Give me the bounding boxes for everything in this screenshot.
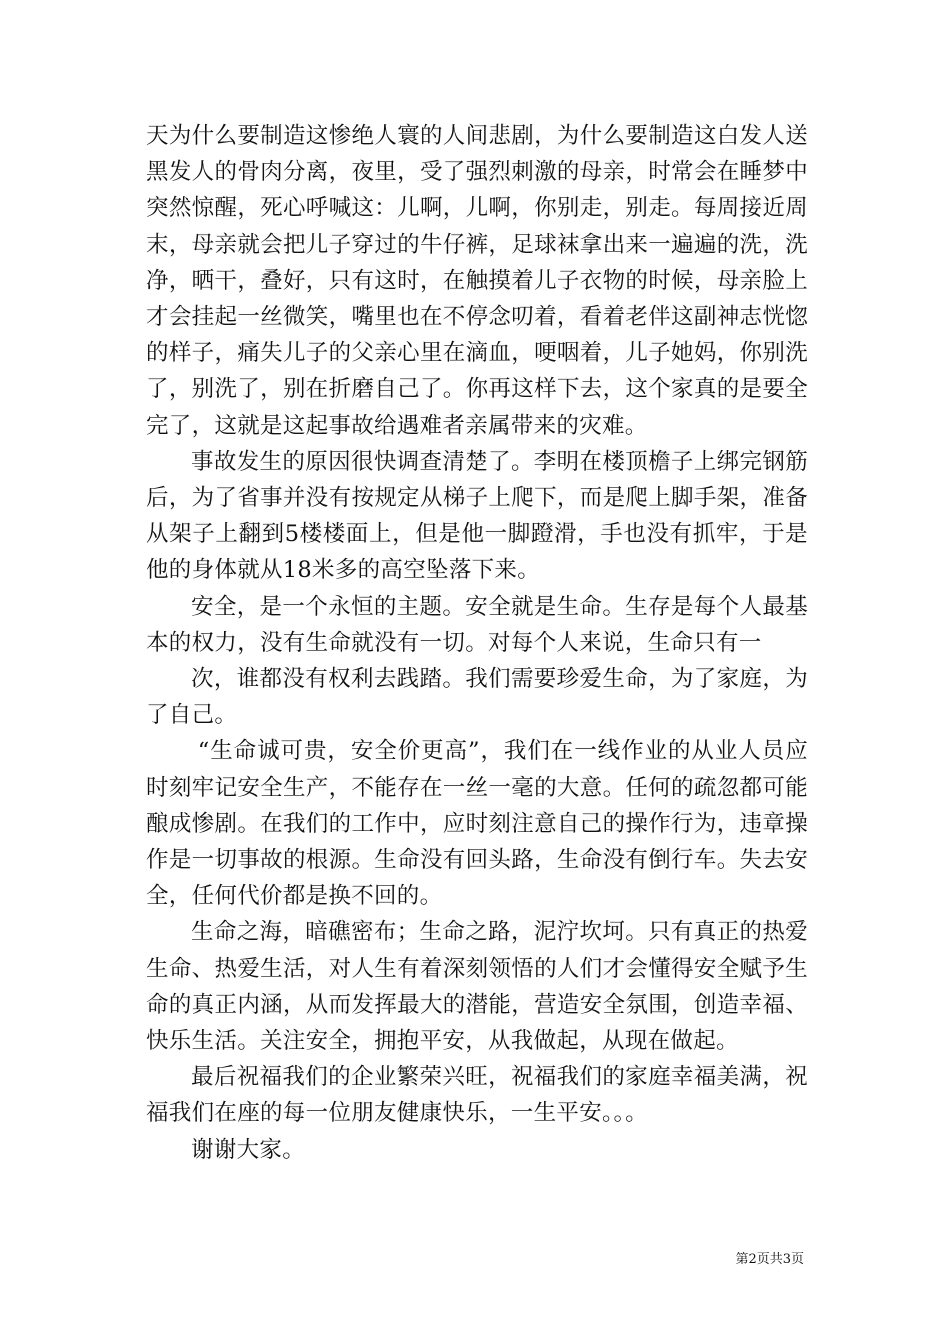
page-number-footer: 第2页共3页 bbox=[735, 1252, 804, 1267]
paragraph-1: 天为什么要制造这惨绝人寰的人间悲剧，为什么要制造这白发人送黑发人的骨肉分离，夜里，受了强烈刺激的母亲，时常会在睡梦中突然惊醒，死心呼喊这：儿啊，儿啊，你别走，别走。每周接近周末，母亲就会把儿子穿过的牛仔裤，足球袜拿出来一遍遍的洗，洗净，晒干，叠好，只有这时，在触摸着儿子衣物的时候，母亲脸上才会挂起一丝微笑，嘴里也在不停念叨着，看着老伴这副神志恍惚的样子，痛失儿子的父亲心里在滴血，哽咽着，儿子她妈，你别洗了，别洗了，别在折磨自己了。你再这样下去，这个家真的是要全完了，这就是这起事故给遇难者亲属带来的灾难。 bbox=[146, 123, 808, 439]
paragraph-5: “生命诚可贵，安全价更高”，我们在一线作业的从业人员应时刻牢记安全生产，不能存在一丝一毫的大意。任何的疏忽都可能酿成惨剧。在我们的工作中，应时刻注意自己的操作行为，违章操作是一切事故的根源。生命没有回头路，生命没有倒行车。失去安全，任何代价都是换不回的。 bbox=[146, 738, 808, 910]
paragraph-4: 次，谁都没有权利去践踏。我们需要珍爱生命，为了家庭，为了自己。 bbox=[146, 666, 808, 729]
document-body bbox=[146, 118, 808, 1168]
paragraph-7: 最后祝福我们的企业繁荣兴旺，祝福我们的家庭幸福美满，祝福我们在座的每一位朋友健康快乐，一生平安。。。 bbox=[146, 1064, 808, 1127]
paragraph-3: 安全，是一个永恒的主题。安全就是生命。生存是每个人最基本的权力，没有生命就没有一切。对每个人来说，生命只有一 bbox=[146, 593, 808, 656]
paragraph-6: 生命之海，暗礁密布；生命之路，泥泞坎坷。只有真正的热爱生命、热爱生活，对人生有着深刻领悟的人们才会懂得安全赋予生命的真正内涵，从而发挥最大的潜能，营造安全氛围，创造幸福、快乐生活。关注安全，拥抱平安，从我做起，从现在做起。 bbox=[146, 919, 808, 1055]
paragraph-8: 谢谢大家。 bbox=[191, 1136, 306, 1163]
paragraph-2: 事故发生的原因很快调查清楚了。李明在楼顶檐子上绑完钢筋后，为了省事并没有按规定从梯子上爬下，而是爬上脚手架，准备从架子上翻到5楼楼面上，但是他一脚蹬滑，手也没有抓牢，于是他的身体就从18米多的高空坠落下来。 bbox=[146, 448, 808, 584]
